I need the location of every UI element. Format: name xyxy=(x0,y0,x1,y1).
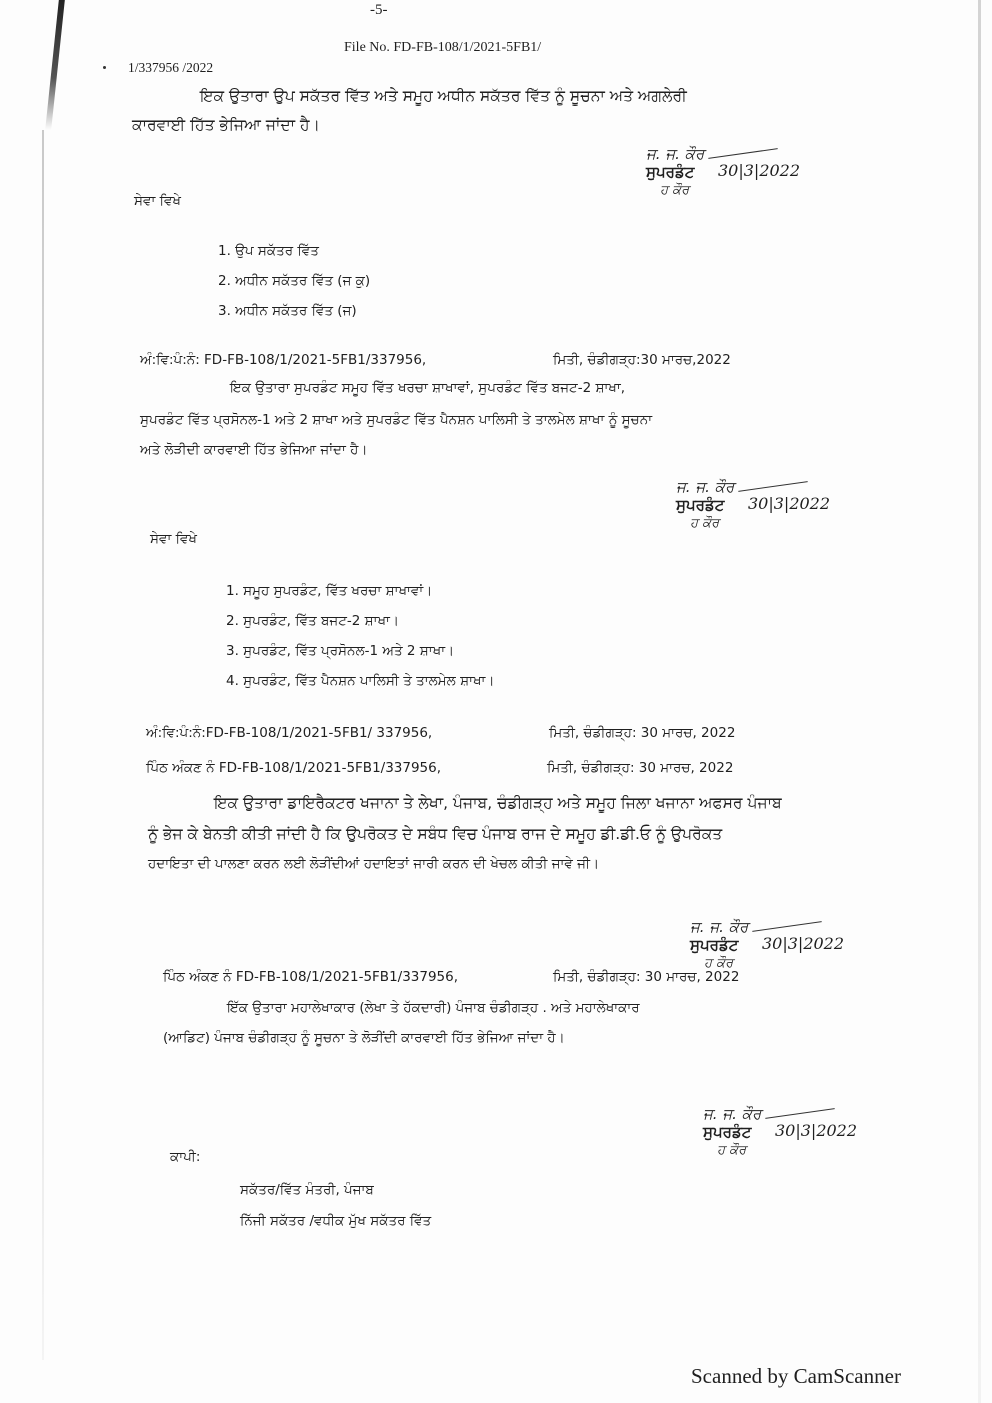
recipient-1-2: 2. ਅਧੀਨ ਸਕੱਤਰ ਵਿੱਤ (ਜ ਕੁ) xyxy=(218,273,371,289)
signature-stroke xyxy=(738,481,807,492)
section2-line3: ਅਤੇ ਲੋੜੀਦੀ ਕਾਰਵਾਈ ਹਿੱਤ ਭੇਜਿਆ ਜਾਂਦਾ ਹੈ। xyxy=(140,442,368,458)
recipient-2-2: 2. ਸੁਪਰਡੰਟ, ਵਿੱਤ ਬਜਟ-2 ਸ਼ਾਖਾ। xyxy=(226,613,399,629)
copy-recipient-1: ਸਕੱਤਰ/ਵਿੱਤ ਮੰਤਰੀ, ਪੰਜਾਬ xyxy=(240,1182,374,1198)
copy-recipient-2: ਨਿੱਜੀ ਸਕੱਤਰ /ਵਧੀਕ ਮੁੱਖ ਸਕੱਤਰ ਵਿੱਤ xyxy=(240,1213,432,1229)
bullet-mark xyxy=(103,66,106,69)
signature-sub: ਹ ਕੌਰ xyxy=(704,956,734,971)
signature-initials: ਜ. ਜ. ਕੌਰ xyxy=(703,1105,762,1123)
signature-initials: ਜ. ਜ. ਕੌਰ xyxy=(690,918,749,936)
signature-stroke xyxy=(752,921,821,932)
scan-streak xyxy=(45,0,65,130)
signature-block-1 xyxy=(646,145,846,207)
signature-date: 30|3|2022 xyxy=(775,1121,858,1140)
recipient-2-4: 4. ਸੁਪਰਡੰਟ, ਵਿੱਤ ਪੈਨਸ਼ਨ ਪਾਲਿਸੀ ਤੇ ਤਾਲਮੇਲ ਸ਼ਾਖਾ। xyxy=(226,673,495,689)
recipient-2-1: 1. ਸਮੂਹ ਸੁਪਰਡੰਟ, ਵਿੱਤ ਖਰਚਾ ਸ਼ਾਖਾਵਾਂ। xyxy=(226,583,433,599)
section3-date-2: ਮਿਤੀ, ਚੰਡੀਗੜ੍ਹ: 30 ਮਾਰਚ, 2022 xyxy=(547,760,734,776)
recipient-1-3: 3. ਅਧੀਨ ਸਕੱਤਰ ਵਿੱਤ (ਜ) xyxy=(218,303,357,319)
section4-date: ਮਿਤੀ, ਚੰਡੀਗੜ੍ਹ: 30 ਮਾਰਚ, 2022 xyxy=(553,969,740,985)
section3-reference-1: ਅੰ:ਵਿ:ਪੰ:ਨੰ:FD-FB-108/1/2021-5FB1/ 337956, xyxy=(146,725,433,741)
signature-sub: ਹ ਕੌਰ xyxy=(660,183,690,198)
signature-sub: ਹ ਕੌਰ xyxy=(717,1143,747,1158)
section3-reference-2: ਪਿੰਠ ਅੰਕਣ ਨੰ FD-FB-108/1/2021-5FB1/337956, xyxy=(146,760,442,776)
file-number: File No. FD-FB-108/1/2021-5FB1/ xyxy=(344,40,542,55)
scan-edge-left xyxy=(42,130,44,1360)
section1-line1: ਇਕ ਉਤਾਰਾ ਉਪ ਸਕੱਤਰ ਵਿੱਤ ਅਤੇ ਸਮੂਹ ਅਧੀਨ ਸਕੱਤਰ ਵਿੱਤ ਨੂੰ ਸੂਚਨਾ ਅਤੇ ਅਗਲੇਰੀ xyxy=(200,87,687,105)
seva-vikhe-2: ਸੇਵਾ ਵਿਖੇ xyxy=(150,531,197,547)
scanner-watermark: Scanned by CamScanner xyxy=(691,1364,901,1388)
section2-line1: ਇਕ ਉਤਾਰਾ ਸੁਪਰਡੰਟ ਸਮੂਹ ਵਿੱਤ ਖਰਚਾ ਸ਼ਾਖਾਵਾਂ, ਸੁਪਰਡੰਟ ਵਿੱਤ ਬਜਟ-2 ਸ਼ਾਖਾ, xyxy=(230,380,626,396)
signature-date: 30|3|2022 xyxy=(762,934,845,953)
section3-line1: ਇਕ ਉਤਾਰਾ ਡਾਇਰੈਕਟਰ ਖਜਾਨਾ ਤੇ ਲੇਖਾ, ਪੰਜਾਬ, ਚੰਡੀਗੜ੍ਹ ਅਤੇ ਸਮੂਹ ਜਿਲਾ ਖਜਾਨਾ ਅਫਸਰ ਪੰਜਾਬ xyxy=(214,794,782,812)
signature-sub: ਹ ਕੌਰ xyxy=(690,516,720,531)
section4-reference: ਪਿੰਠ ਅੰਕਣ ਨੰ FD-FB-108/1/2021-5FB1/337956, xyxy=(163,969,459,985)
signature-initials: ਜ. ਜ. ਕੌਰ xyxy=(676,478,735,496)
signature-title: ਸੁਪਰਡੰਟ xyxy=(646,163,695,181)
signature-title: ਸੁਪਰਡੰਟ xyxy=(676,496,725,514)
section2-reference: ਅੰ:ਵਿ:ਪੰ:ਨੰ: FD-FB-108/1/2021-5FB1/337956, xyxy=(140,352,427,368)
signature-date: 30|3|2022 xyxy=(748,494,831,513)
recipient-2-3: 3. ਸੁਪਰਡੰਟ, ਵਿੱਤ ਪ੍ਰਸੋਨਲ-1 ਅਤੇ 2 ਸ਼ਾਖਾ। xyxy=(226,643,455,659)
section2-date: ਮਿਤੀ, ਚੰਡੀਗੜ੍ਹ:30 ਮਾਰਚ,2022 xyxy=(553,352,731,368)
signature-block-2 xyxy=(676,478,876,540)
section4-line1: ਇੱਕ ਉਤਾਰਾ ਮਹਾਲੇਖਾਕਾਰ (ਲੇਖਾ ਤੇ ਹੱਕਦਾਰੀ) ਪੰਜਾਬ ਚੰਡੀਗੜ੍ਹ . ਅਤੇ ਮਹਾਲੇਖਾਕਾਰ xyxy=(227,1000,640,1016)
section1-line2: ਕਾਰਵਾਈ ਹਿੱਤ ਭੇਜਿਆ ਜਾਂਦਾ ਹੈ। xyxy=(132,116,320,134)
signature-stroke xyxy=(708,148,777,159)
scan-edge-right xyxy=(978,0,981,1403)
signature-initials: ਜ. ਜ. ਕੌਰ xyxy=(646,145,705,163)
page-marker: -5- xyxy=(370,2,388,18)
section3-line3: ਹਦਾਇਤਾ ਦੀ ਪਾਲਣਾ ਕਰਨ ਲਈ ਲੋੜੀਂਦੀਆਂ ਹਦਾਇਤਾਂ ਜਾਰੀ ਕਰਨ ਦੀ ਖੇਚਲ ਕੀਤੀ ਜਾਵੇ ਜੀ। xyxy=(148,856,600,872)
section4-line2: (ਆਡਿਟ) ਪੰਜਾਬ ਚੰਡੀਗੜ੍ਹ ਨੂੰ ਸੂਚਨਾ ਤੇ ਲੋੜੀਂਦੀ ਕਾਰਵਾਈ ਹਿੱਤ ਭੇਜਿਆ ਜਾਂਦਾ ਹੈ। xyxy=(163,1030,565,1046)
section2-line2: ਸੁਪਰਡੰਟ ਵਿੱਤ ਪ੍ਰਸੋਨਲ-1 ਅਤੇ 2 ਸ਼ਾਖਾ ਅਤੇ ਸੁਪਰਡੰਟ ਵਿੱਤ ਪੈਨਸ਼ਨ ਪਾਲਿਸੀ ਤੇ ਤਾਲਮੇਲ ਸ਼ਾਖਾ ਨੂੰ ਸੂਚਨਾ xyxy=(140,412,653,428)
signature-title: ਸੁਪਰਡੰਟ xyxy=(690,936,739,954)
signature-stroke xyxy=(765,1108,834,1119)
signature-block-4 xyxy=(703,1105,903,1167)
recipient-1-1: 1. ਉਪ ਸਕੱਤਰ ਵਿੱਤ xyxy=(218,243,319,259)
seva-vikhe-1: ਸੇਵਾ ਵਿਖੇ xyxy=(134,193,181,209)
signature-title: ਸੁਪਰਡੰਟ xyxy=(703,1123,752,1141)
copy-label: ਕਾਪੀ: xyxy=(170,1149,201,1165)
section3-date-1: ਮਿਤੀ, ਚੰਡੀਗੜ੍ਹ: 30 ਮਾਰਚ, 2022 xyxy=(549,725,736,741)
section3-line2: ਨੂੰ ਭੇਜ ਕੇ ਬੇਨਤੀ ਕੀਤੀ ਜਾਂਦੀ ਹੈ ਕਿ ਉਪਰੋਕਤ ਦੇ ਸਬੰਧ ਵਿਚ ਪੰਜਾਬ ਰਾਜ ਦੇ ਸਮੂਹ ਡੀ.ਡੀ.ਓ ਨੂੰ ਉਪਰੋਕਤ xyxy=(148,825,723,843)
signature-date: 30|3|2022 xyxy=(718,161,801,180)
reference-number: 1/337956 /2022 xyxy=(128,60,214,75)
